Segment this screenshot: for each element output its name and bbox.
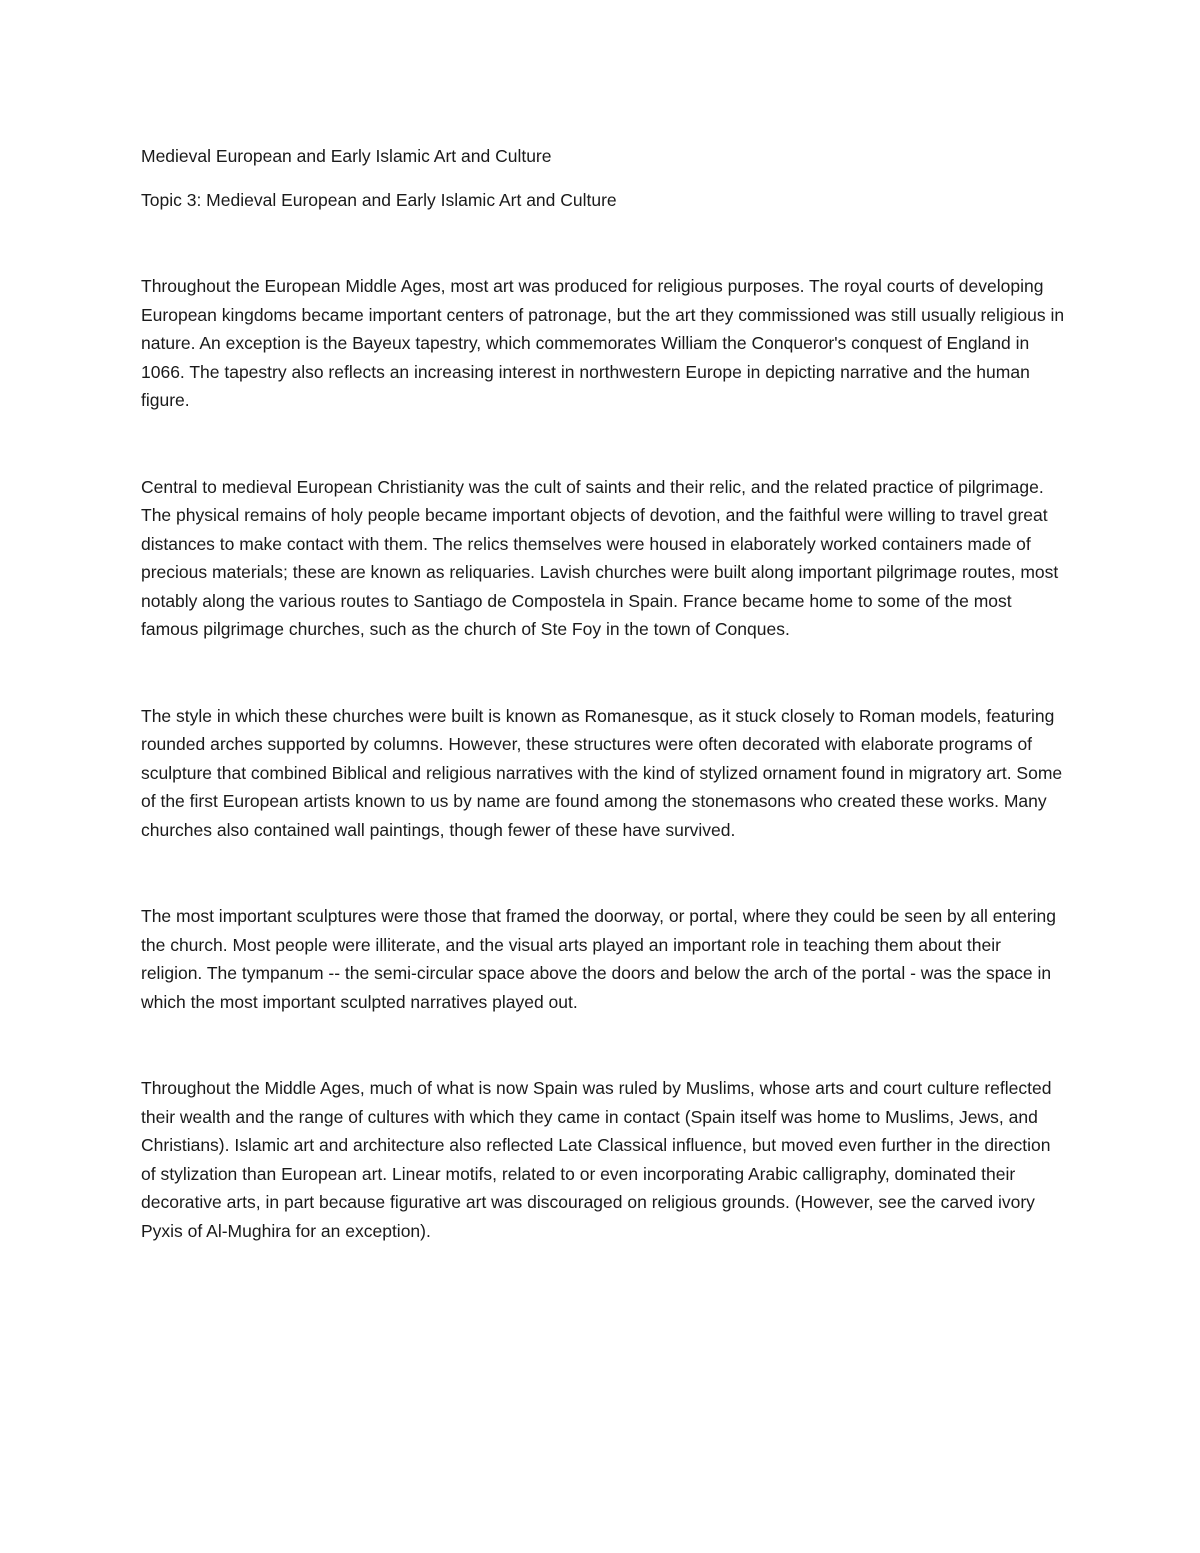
paragraph-islamic-spain: Throughout the Middle Ages, much of what is now Spain was ruled by Muslims, whose arts and court culture reflected their wealth and the range of cultures with which they came in contact (Spain itself was home to Muslims, Jews, and Christians). Islamic art and architecture also reflected Late Classical influence, but moved even further in the direction of stylization than European art. Linear motifs, related to or even incorporating Arabic calligraphy, dominated their decorative arts, in part because figurative art was discouraged on religious grounds. (However, see the carved ivory Pyxis of Al-Mughira for an exception). <box>141 1078 1052 1241</box>
document-title: Medieval European and Early Islamic Art and Culture <box>141 146 552 166</box>
paragraph-romanesque: The style in which these churches were built is known as Romanesque, as it stuck closely to Roman models, featuring rounded arches supported by columns. However, these structures were often decorated with elaborate programs of sculpture that combined Biblical and religious narratives with the kind of stylized ornament found in migratory art. Some of the first European artists known to us by name are found among the stonemasons who created these works. Many churches also contained wall paintings, though fewer of these have survived. <box>141 705 1063 840</box>
paragraph-pilgrimage: Central to medieval European Christianity was the cult of saints and their relic, and the related practice of pilgrimage. The physical remains of holy people became important objects of devotion, and the faithful were willing to travel great distances to make contact with them. The relics themselves were housed in elaborately worked containers made of precious materials; these are known as reliquaries. Lavish churches were built along important pilgrimage routes, most notably along the various routes to Santiago de Compostela in Spain. France became home to some of the most famous pilgrimage churches, such as the church of Ste Foy in the town of Conques. <box>141 476 1059 639</box>
paragraph-bayeux-tapestry: Throughout the European Middle Ages, most art was produced for religious purposes. The royal courts of developing European kingdoms became important centers of patronage, but the art they commissioned was still usually religious in nature. An exception is the Bayeux tapestry, which commemorates William the Conqueror's conquest of England in 1066. The tapestry also reflects an increasing interest in northwestern Europe in depicting narrative and the human figure. <box>141 276 1065 410</box>
paragraph-portal-sculpture: The most important sculptures were those that framed the doorway, or portal, where they could be seen by all entering the church. Most people were illiterate, and the visual arts played an important role in teaching them about their religion. The tympanum -- the semi-circular space above the doors and below the arch of the portal - was the space in which the most important sculpted narratives played out. <box>141 906 1057 1012</box>
document-body <box>141 142 1066 1245</box>
document-subtitle: Topic 3: Medieval European and Early Islamic Art and Culture <box>141 190 617 210</box>
